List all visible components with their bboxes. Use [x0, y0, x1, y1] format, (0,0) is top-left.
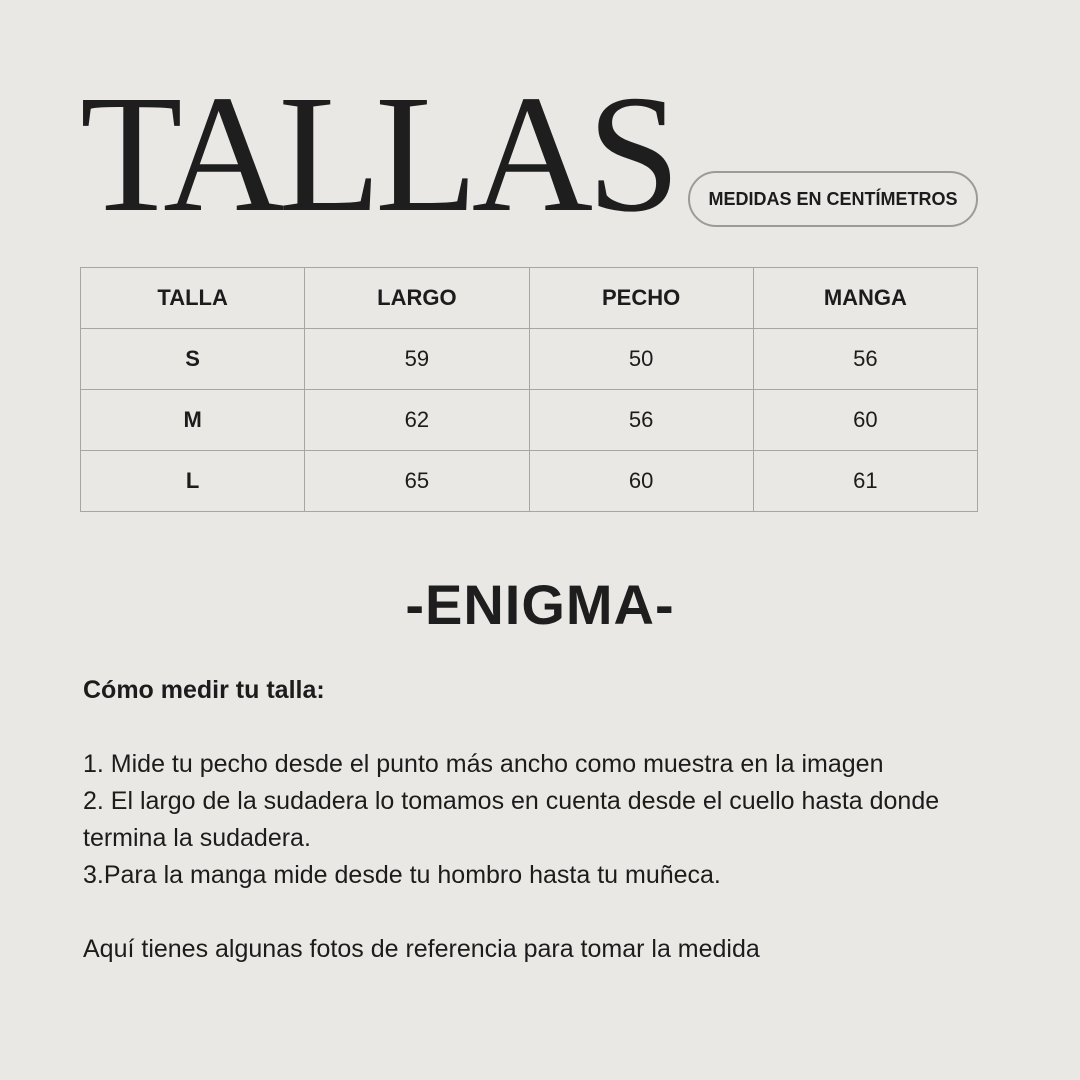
size-chart-table: [80, 267, 978, 512]
column-header-manga: MANGA: [753, 268, 977, 329]
guide-step: 1. Mide tu pecho desde el punto más ancho como muestra en la imagen: [83, 750, 884, 778]
measuring-guide: [83, 672, 1003, 968]
largo-value: 65: [305, 451, 529, 512]
table-row: [81, 329, 978, 390]
manga-value: 60: [753, 390, 977, 451]
largo-value: 59: [305, 329, 529, 390]
pecho-value: 60: [529, 451, 753, 512]
size-label: M: [81, 390, 305, 451]
guide-note: Aquí tienes algunas fotos de referencia para tomar la medida: [83, 935, 760, 963]
guide-step: 3.Para la manga mide desde tu hombro hasta tu muñeca.: [83, 861, 721, 889]
column-header-talla: TALLA: [81, 268, 305, 329]
units-badge: MEDIDAS EN CENTÍMETROS: [688, 171, 978, 227]
largo-value: 62: [305, 390, 529, 451]
table-row: [81, 390, 978, 451]
brand-name: -ENIGMA-: [405, 573, 675, 636]
manga-value: 61: [753, 451, 977, 512]
table-row: [81, 451, 978, 512]
manga-value: 56: [753, 329, 977, 390]
column-header-largo: LARGO: [305, 268, 529, 329]
pecho-value: 56: [529, 390, 753, 451]
guide-heading: Cómo medir tu talla:: [83, 676, 325, 704]
table-header-row: [81, 268, 978, 329]
column-header-pecho: PECHO: [529, 268, 753, 329]
page-title: TALLAS: [80, 61, 675, 247]
size-label: S: [81, 329, 305, 390]
pecho-value: 50: [529, 329, 753, 390]
size-label: L: [81, 451, 305, 512]
guide-step: 2. El largo de la sudadera lo tomamos en cuenta desde el cuello hasta donde termina la sudadera.: [83, 787, 940, 852]
